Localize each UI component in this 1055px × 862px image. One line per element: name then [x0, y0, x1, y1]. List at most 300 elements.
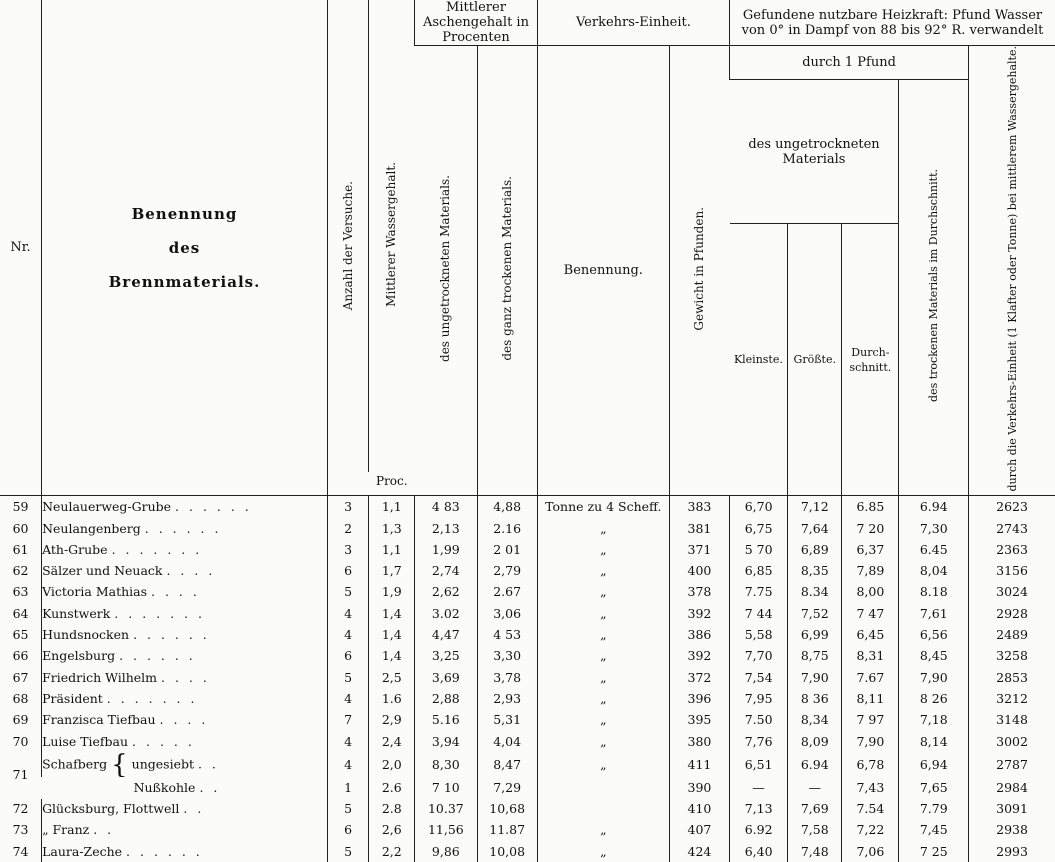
- row-dots: . . . . . .: [119, 648, 196, 664]
- cell-asche-ungetr: 5.16: [415, 710, 477, 731]
- table-row: [0, 820, 1055, 841]
- cell-groesste: 6,89: [788, 539, 842, 560]
- cell-asche-trocken: 2.67: [477, 582, 537, 603]
- cell-nr: 62: [12, 563, 29, 579]
- cell-groesste: 7,69: [788, 799, 842, 820]
- cell-name: [42, 777, 328, 798]
- row-dots: . .: [183, 801, 205, 817]
- cell-trocken: 6.45: [899, 539, 969, 560]
- cell-verkehr-ben: [537, 777, 669, 798]
- cell-verkehrseinheit: 2363: [969, 539, 1055, 560]
- row-dots: . . . . . .: [175, 499, 252, 515]
- trocken-durch-label: des trockenen Materials im Durchschnitt.: [927, 169, 941, 403]
- col-trocken-durchschnitt: [899, 80, 969, 496]
- cell-nr: 59: [12, 499, 29, 515]
- cell-name: [42, 710, 328, 731]
- cell-durchschnitt: 7,89: [842, 560, 899, 581]
- cell-gewicht: 411: [669, 752, 729, 777]
- cell-verkehr-ben: „: [537, 710, 669, 731]
- cell-anzahl: 4: [327, 731, 369, 752]
- benennung-line-2: des: [168, 238, 201, 257]
- cell-trocken: 7,65: [899, 777, 969, 798]
- cell-asche-trocken: 4,04: [477, 731, 537, 752]
- cell-kleinste: 6,85: [730, 560, 788, 581]
- cell-wasser: 1,1: [369, 539, 415, 560]
- cell-nr: 65: [12, 627, 29, 643]
- table-row: [0, 752, 1055, 777]
- proc-label: Proc.: [369, 472, 415, 496]
- cell-verkehr-ben: „: [537, 603, 669, 624]
- table-row: [0, 777, 1055, 798]
- cell-nr: 60: [12, 520, 29, 536]
- cell-asche-trocken: 11.87: [477, 820, 537, 841]
- row-name: Neulangenberg: [42, 520, 141, 536]
- brace-mark: {: [111, 752, 128, 778]
- cell-trocken: 8 26: [899, 688, 969, 709]
- cell-kleinste: 7.75: [730, 582, 788, 603]
- row-dots: . . . .: [166, 563, 216, 579]
- cell-nr: 61: [12, 541, 29, 557]
- cell-kleinste: 6,70: [730, 496, 788, 518]
- pfund-header: durch 1 Pfund: [730, 46, 969, 80]
- row-dots: . .: [93, 822, 115, 838]
- cell-kleinste: 6.92: [730, 820, 788, 841]
- cell-durchschnitt: 7,22: [842, 820, 899, 841]
- table-row: [0, 603, 1055, 624]
- cell-asche-ungetr: 8,30: [415, 752, 477, 777]
- col-asche-ungetrocknet: [415, 46, 477, 496]
- cell-verkehrseinheit: 2928: [969, 603, 1055, 624]
- cell-durchschnitt: 7,43: [842, 777, 899, 798]
- cell-kleinste: 7.50: [730, 710, 788, 731]
- cell-trocken: 6,94: [899, 752, 969, 777]
- verkehr-group-header: Verkehrs-Einheit.: [537, 0, 729, 46]
- cell-asche-ungetr: 3,94: [415, 731, 477, 752]
- col-verkehr-gewicht: [669, 46, 729, 496]
- row-dots: . . . . . .: [133, 627, 210, 643]
- cell-groesste: 7,58: [788, 820, 842, 841]
- cell-name: [42, 539, 328, 560]
- cell-verkehrseinheit: 3212: [969, 688, 1055, 709]
- cell-wasser: 1,3: [369, 518, 415, 539]
- cell-durchschnitt: 8,00: [842, 582, 899, 603]
- col-verkehr-benennung: Benennung.: [537, 46, 669, 496]
- cell-verkehr-ben: [537, 799, 669, 820]
- cell-gewicht: 380: [669, 731, 729, 752]
- cell-asche-trocken: 5,31: [477, 710, 537, 731]
- row-dots: . .: [199, 779, 221, 795]
- cell-asche-ungetr: 3,69: [415, 667, 477, 688]
- cell-kleinste: 7,95: [730, 688, 788, 709]
- cell-wasser: 1,1: [369, 496, 415, 518]
- cell-gewicht: 371: [669, 539, 729, 560]
- cell-anzahl: 5: [327, 667, 369, 688]
- cell-anzahl: 3: [327, 496, 369, 518]
- col-kleinste: Kleinste.: [730, 224, 788, 496]
- cell-groesste: 7,48: [788, 841, 842, 862]
- cell-verkehrseinheit: 3258: [969, 646, 1055, 667]
- cell-verkehr-ben: „: [537, 667, 669, 688]
- row-subname: Nußkohle: [133, 779, 196, 795]
- cell-verkehr-ben: „: [537, 731, 669, 752]
- col-verkehrseinheit: [969, 46, 1055, 496]
- row-dots: . . . .: [161, 669, 210, 685]
- cell-nr: 74: [12, 843, 29, 859]
- row-subname: ungesiebt: [131, 756, 194, 772]
- cell-kleinste: 7,13: [730, 799, 788, 820]
- table-row: [0, 688, 1055, 709]
- cell-wasser: 2,5: [369, 667, 415, 688]
- cell-gewicht: 386: [669, 624, 729, 645]
- cell-durchschnitt: 6,78: [842, 752, 899, 777]
- cell-kleinste: —: [730, 777, 788, 798]
- row-name: Ath-Grube: [42, 541, 108, 557]
- row-dots: . . . . . .: [126, 843, 203, 859]
- cell-asche-trocken: 10,08: [477, 841, 537, 862]
- cell-anzahl: 4: [327, 688, 369, 709]
- cell-asche-ungetr: 2,13: [415, 518, 477, 539]
- cell-asche-ungetr: 2,62: [415, 582, 477, 603]
- row-name: Franzisca Tiefbau: [42, 712, 156, 728]
- anzahl-label: Anzahl der Versuche.: [340, 181, 355, 311]
- cell-trocken: 8,14: [899, 731, 969, 752]
- asche-ungetr-label: des ungetrockneten Materials.: [438, 175, 453, 363]
- cell-anzahl: 6: [327, 560, 369, 581]
- cell-anzahl: 7: [327, 710, 369, 731]
- col-asche-trocken: [477, 46, 537, 496]
- cell-verkehr-ben: „: [537, 752, 669, 777]
- cell-kleinste: 7,76: [730, 731, 788, 752]
- cell-gewicht: 372: [669, 667, 729, 688]
- cell-verkehrseinheit: 2984: [969, 777, 1055, 798]
- cell-nr: 72: [12, 801, 29, 817]
- cell-nr: 68: [12, 690, 29, 706]
- cell-gewicht: 395: [669, 710, 729, 731]
- cell-verkehr-ben: Tonne zu 4 Scheff.: [537, 496, 669, 518]
- cell-asche-trocken: 7,29: [477, 777, 537, 798]
- cell-nr: 66: [12, 648, 29, 664]
- heizkraft-group-header: Gefundene nutzbare Heizkraft: Pfund Wasser von 0° in Dampf von 88 bis 92° R. verwandelt: [730, 0, 1055, 46]
- cell-kleinste: 6,40: [730, 841, 788, 862]
- table-row: [0, 624, 1055, 645]
- row-name: Laura-Zeche: [42, 843, 123, 859]
- cell-asche-trocken: 2,79: [477, 560, 537, 581]
- col-nr: Nr.: [0, 0, 42, 496]
- cell-asche-trocken: 3,78: [477, 667, 537, 688]
- cell-verkehr-ben: „: [537, 624, 669, 645]
- cell-trocken: 7,45: [899, 820, 969, 841]
- table-row: [0, 582, 1055, 603]
- cell-verkehrseinheit: 2489: [969, 624, 1055, 645]
- cell-groesste: 7,12: [788, 496, 842, 518]
- table-row: [0, 731, 1055, 752]
- asche-group-header: Mittlerer Aschengehalt in Procenten: [415, 0, 538, 46]
- cell-verkehr-ben: „: [537, 841, 669, 862]
- cell-groesste: —: [788, 777, 842, 798]
- cell-verkehrseinheit: 2853: [969, 667, 1055, 688]
- table-row: [0, 518, 1055, 539]
- cell-trocken: 8,04: [899, 560, 969, 581]
- cell-asche-ungetr: 7 10: [415, 777, 477, 798]
- cell-trocken: 6,56: [899, 624, 969, 645]
- cell-gewicht: 392: [669, 646, 729, 667]
- cell-verkehrseinheit: 3024: [969, 582, 1055, 603]
- table-row: [0, 841, 1055, 862]
- benennung-line-3: Brennmaterials.: [108, 272, 261, 291]
- cell-verkehrseinheit: 2787: [969, 752, 1055, 777]
- cell-gewicht: 392: [669, 603, 729, 624]
- cell-groesste: 8,75: [788, 646, 842, 667]
- cell-anzahl: 6: [327, 646, 369, 667]
- cell-wasser: 1,7: [369, 560, 415, 581]
- cell-anzahl: 5: [327, 841, 369, 862]
- cell-asche-trocken: 2,93: [477, 688, 537, 709]
- cell-kleinste: 6,51: [730, 752, 788, 777]
- cell-name: [42, 688, 328, 709]
- table-row: [0, 799, 1055, 820]
- cell-gewicht: 400: [669, 560, 729, 581]
- table-row: [0, 710, 1055, 731]
- wasser-label: Mittlerer Wassergehalt.: [384, 161, 399, 307]
- table-body: [0, 496, 1055, 862]
- cell-verkehr-ben: „: [537, 688, 669, 709]
- cell-name: [42, 646, 328, 667]
- cell-nr: 71: [12, 767, 29, 783]
- row-dots: . . . . .: [132, 733, 195, 749]
- row-dots: . . . . . . .: [106, 690, 198, 706]
- col-benennung: [42, 0, 328, 496]
- cell-durchschnitt: 7.67: [842, 667, 899, 688]
- row-name: Sälzer und Neuack: [42, 563, 163, 579]
- cell-gewicht: 424: [669, 841, 729, 862]
- row-name: Hundsnocken: [42, 627, 130, 643]
- cell-durchschnitt: 7 20: [842, 518, 899, 539]
- cell-asche-ungetr: 1,99: [415, 539, 477, 560]
- cell-groesste: 7,64: [788, 518, 842, 539]
- cell-asche-ungetr: 3,25: [415, 646, 477, 667]
- cell-durchschnitt: 8,11: [842, 688, 899, 709]
- cell-verkehrseinheit: 2993: [969, 841, 1055, 862]
- cell-kleinste: 7 44: [730, 603, 788, 624]
- cell-groesste: 8,34: [788, 710, 842, 731]
- cell-anzahl: 3: [327, 539, 369, 560]
- cell-gewicht: 381: [669, 518, 729, 539]
- cell-kleinste: 7,70: [730, 646, 788, 667]
- cell-groesste: 6,99: [788, 624, 842, 645]
- cell-name: [42, 841, 328, 862]
- col-groesste: Größte.: [788, 224, 842, 496]
- cell-asche-trocken: 10,68: [477, 799, 537, 820]
- cell-groesste: 8,35: [788, 560, 842, 581]
- row-dots: . . . .: [159, 712, 209, 728]
- cell-name: [42, 731, 328, 752]
- cell-asche-ungetr: 4 83: [415, 496, 477, 518]
- cell-trocken: 7,61: [899, 603, 969, 624]
- cell-groesste: 8,09: [788, 731, 842, 752]
- cell-asche-ungetr: 9,86: [415, 841, 477, 862]
- cell-wasser: 1,9: [369, 582, 415, 603]
- cell-asche-ungetr: 11,56: [415, 820, 477, 841]
- cell-name: [42, 820, 328, 841]
- cell-asche-trocken: 3,30: [477, 646, 537, 667]
- cell-durchschnitt: 7 47: [842, 603, 899, 624]
- cell-trocken: 7,18: [899, 710, 969, 731]
- cell-nr: 70: [12, 733, 29, 749]
- cell-groesste: 8.34: [788, 582, 842, 603]
- cell-verkehrseinheit: 2743: [969, 518, 1055, 539]
- cell-verkehrseinheit: 3091: [969, 799, 1055, 820]
- cell-verkehrseinheit: 2938: [969, 820, 1055, 841]
- cell-gewicht: 390: [669, 777, 729, 798]
- cell-verkehr-ben: „: [537, 646, 669, 667]
- gewicht-label: Gewicht in Pfunden.: [691, 206, 706, 331]
- ungetrocknet-group-header: des ungetrockneten Materials: [730, 80, 899, 224]
- cell-trocken: 8,45: [899, 646, 969, 667]
- cell-groesste: 8 36: [788, 688, 842, 709]
- cell-groesste: 7,52: [788, 603, 842, 624]
- cell-trocken: 7,30: [899, 518, 969, 539]
- cell-asche-trocken: 2 01: [477, 539, 537, 560]
- verkehrseinheit-label: durch die Verkehrs-Einheit (1 Klafter oder Tonne) bei mittlerem Wassergehalte.: [1005, 46, 1019, 492]
- cell-durchschnitt: 7,06: [842, 841, 899, 862]
- cell-wasser: 1,4: [369, 603, 415, 624]
- cell-durchschnitt: 6.85: [842, 496, 899, 518]
- cell-verkehrseinheit: 2623: [969, 496, 1055, 518]
- col-durchschnitt: Durch-schnitt.: [842, 224, 899, 496]
- cell-wasser: 2,9: [369, 710, 415, 731]
- cell-name: [42, 624, 328, 645]
- cell-trocken: 7.79: [899, 799, 969, 820]
- cell-wasser: 1,4: [369, 624, 415, 645]
- cell-kleinste: 7,54: [730, 667, 788, 688]
- cell-durchschnitt: 6,37: [842, 539, 899, 560]
- cell-verkehr-ben: „: [537, 539, 669, 560]
- cell-name: [42, 496, 328, 518]
- cell-wasser: 1,4: [369, 646, 415, 667]
- cell-trocken: 6.94: [899, 496, 969, 518]
- cell-gewicht: 383: [669, 496, 729, 518]
- row-name: Friedrich Wilhelm: [42, 669, 158, 685]
- cell-anzahl: 5: [327, 582, 369, 603]
- row-name: „ Franz: [42, 822, 90, 838]
- asche-trocken-label: des ganz trockenen Materials.: [499, 176, 514, 362]
- cell-wasser: 2,2: [369, 841, 415, 862]
- row-dots: . .: [197, 756, 219, 772]
- table-row: [0, 539, 1055, 560]
- table-row: [0, 667, 1055, 688]
- cell-asche-trocken: 8,47: [477, 752, 537, 777]
- cell-trocken: 8.18: [899, 582, 969, 603]
- cell-anzahl: 4: [327, 624, 369, 645]
- cell-wasser: 1.6: [369, 688, 415, 709]
- cell-wasser: 2,6: [369, 820, 415, 841]
- row-name: Victoria Mathias: [42, 584, 148, 600]
- row-name: Kunstwerk: [42, 605, 111, 621]
- cell-name: [42, 560, 328, 581]
- col-anzahl: [327, 0, 369, 496]
- cell-asche-trocken: 2.16: [477, 518, 537, 539]
- cell-durchschnitt: 7 97: [842, 710, 899, 731]
- cell-anzahl: 5: [327, 799, 369, 820]
- cell-verkehrseinheit: 3002: [969, 731, 1055, 752]
- cell-name: [42, 667, 328, 688]
- cell-verkehr-ben: „: [537, 820, 669, 841]
- cell-asche-ungetr: 2,74: [415, 560, 477, 581]
- cell-trocken: 7 25: [899, 841, 969, 862]
- cell-wasser: 2.6: [369, 777, 415, 798]
- cell-anzahl: 1: [327, 777, 369, 798]
- cell-nr: 63: [12, 584, 29, 600]
- cell-asche-trocken: 4,88: [477, 496, 537, 518]
- cell-trocken: 7,90: [899, 667, 969, 688]
- cell-nr: 64: [12, 605, 29, 621]
- cell-wasser: 2,4: [369, 731, 415, 752]
- cell-asche-ungetr: 3.02: [415, 603, 477, 624]
- cell-gewicht: 396: [669, 688, 729, 709]
- cell-kleinste: 6,75: [730, 518, 788, 539]
- cell-asche-trocken: 4 53: [477, 624, 537, 645]
- table-row: [0, 560, 1055, 581]
- cell-verkehr-ben: „: [537, 518, 669, 539]
- cell-durchschnitt: 7.54: [842, 799, 899, 820]
- row-name: Luise Tiefbau: [42, 733, 129, 749]
- cell-anzahl: 2: [327, 518, 369, 539]
- cell-name: [42, 518, 328, 539]
- cell-anzahl: 4: [327, 752, 369, 777]
- cell-gewicht: 410: [669, 799, 729, 820]
- cell-asche-trocken: 3,06: [477, 603, 537, 624]
- cell-name: [42, 603, 328, 624]
- cell-name: [42, 799, 328, 820]
- benennung-line-1: Benennung: [131, 204, 238, 223]
- cell-asche-ungetr: 4,47: [415, 624, 477, 645]
- cell-groesste: 6.94: [788, 752, 842, 777]
- cell-verkehrseinheit: 3148: [969, 710, 1055, 731]
- cell-nr: 67: [12, 669, 29, 685]
- row-dots: . . . . . .: [144, 520, 222, 536]
- cell-verkehr-ben: „: [537, 560, 669, 581]
- cell-nr: 73: [12, 822, 29, 838]
- row-name: Präsident: [42, 690, 103, 706]
- table-row: [0, 646, 1055, 667]
- cell-durchschnitt: 8,31: [842, 646, 899, 667]
- cell-asche-ungetr: 2,88: [415, 688, 477, 709]
- cell-anzahl: 6: [327, 820, 369, 841]
- row-name: Glücksburg, Flottwell: [42, 801, 180, 817]
- cell-nr: 69: [12, 712, 29, 728]
- cell-asche-ungetr: 10.37: [415, 799, 477, 820]
- cell-wasser: 2,0: [369, 752, 415, 777]
- row-name: Engelsburg: [42, 648, 116, 664]
- cell-name: [42, 752, 328, 777]
- row-dots: . . . . . . .: [111, 541, 203, 557]
- cell-anzahl: 4: [327, 603, 369, 624]
- cell-name: [42, 582, 328, 603]
- cell-durchschnitt: 6,45: [842, 624, 899, 645]
- table-row: [0, 496, 1055, 518]
- row-name: Neulauerweg-Grube: [42, 499, 172, 515]
- row-dots: . . . .: [151, 584, 200, 600]
- cell-durchschnitt: 7,90: [842, 731, 899, 752]
- cell-kleinste: 5 70: [730, 539, 788, 560]
- col-wasser: [369, 0, 415, 472]
- cell-groesste: 7,90: [788, 667, 842, 688]
- cell-gewicht: 407: [669, 820, 729, 841]
- row-dots: . . . . . . .: [114, 605, 205, 621]
- cell-gewicht: 378: [669, 582, 729, 603]
- cell-verkehr-ben: „: [537, 582, 669, 603]
- row-name: Schafberg: [42, 756, 108, 772]
